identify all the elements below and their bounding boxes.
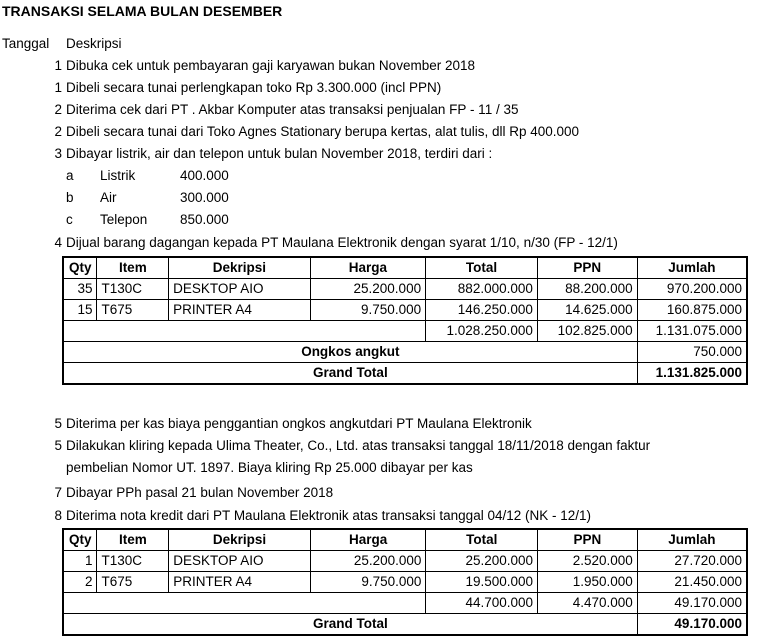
cell-desc: PRINTER A4 [169, 572, 311, 593]
ongkos-label: Ongkos angkut [63, 342, 637, 363]
grand-total-label: Grand Total [63, 614, 637, 636]
cell-desc: DESKTOP AIO [169, 279, 310, 300]
grand-total-value: 49.170.000 [637, 614, 747, 636]
cell-harga: 9.750.000 [310, 300, 425, 321]
header-desc: Dekripsi [169, 257, 310, 279]
subtotal-row [63, 321, 747, 342]
subtotal-row [63, 593, 747, 614]
entry-date: 1 [54, 58, 62, 73]
cell-jumlah: 160.875.000 [637, 300, 747, 321]
entry-text: Dibeli secara tunai perlengkapan toko Rp 3.300.000 (incl PPN) [66, 80, 442, 95]
cell-qty: 15 [63, 300, 97, 321]
entry-text: Diterima cek dari PT . Akbar Komputer atas transaksi penjualan FP - 11 / 35 [66, 102, 519, 117]
entry-date: 3 [54, 146, 62, 161]
utility-letter: a [66, 168, 74, 183]
ongkos-row [63, 342, 747, 363]
entry-text: Dibuka cek untuk pembayaran gaji karyawan bukan November 2018 [66, 58, 475, 73]
subtotal-ppn: 4.470.000 [538, 593, 638, 614]
table-header-row [63, 257, 747, 279]
column-header-tanggal: Tanggal [2, 36, 50, 51]
entry-date: 5 [54, 438, 62, 453]
subtotal-jumlah: 1.131.075.000 [637, 321, 747, 342]
cell-total: 146.250.000 [426, 300, 538, 321]
cell-jumlah: 970.200.000 [637, 279, 747, 300]
cell-ppn: 88.200.000 [537, 279, 637, 300]
entry-text: Dilakukan kliring kepada Ulima Theater, Co., Ltd. atas transaksi tanggal 18/11/2018 dengan faktur [66, 438, 651, 453]
utility-amount: 300.000 [180, 190, 229, 205]
grand-total-row [63, 363, 747, 385]
cell-ppn: 1.950.000 [538, 572, 638, 593]
cell-jumlah: 21.450.000 [637, 572, 747, 593]
entry-text: Dijual barang dagangan kepada PT Maulana Elektronik dengan syarat 1/10, n/30 (FP - 12/1) [66, 235, 618, 250]
cell-harga: 25.200.000 [310, 551, 426, 572]
entry-text: Diterima per kas biaya penggantian ongkos angkutdari PT Maulana Elektronik [66, 416, 532, 431]
header-desc: Dekripsi [169, 529, 311, 551]
grand-total-value: 1.131.825.000 [637, 363, 747, 385]
header-item: Item [97, 529, 169, 551]
table-row [63, 572, 747, 593]
subtotal-spacer [63, 321, 426, 342]
sales-table [62, 256, 748, 385]
utility-name: Air [100, 190, 117, 205]
utility-amount: 400.000 [180, 168, 229, 183]
cell-qty: 1 [63, 551, 97, 572]
entry-text: Dibeli secara tunai dari Toko Agnes Stationary berupa kertas, alat tulis, dll Rp 400.000 [66, 124, 580, 139]
header-qty: Qty [63, 257, 97, 279]
entry-date: 8 [54, 508, 62, 523]
table-row [63, 551, 747, 572]
column-header-deskripsi: Deskripsi [66, 36, 122, 51]
header-qty: Qty [63, 529, 97, 551]
entry-date: 7 [54, 485, 62, 500]
header-jumlah: Jumlah [637, 257, 747, 279]
cell-item: T130C [97, 551, 169, 572]
utility-letter: b [66, 190, 74, 205]
header-harga: Harga [310, 529, 426, 551]
cell-item: T675 [97, 572, 169, 593]
cell-jumlah: 27.720.000 [637, 551, 747, 572]
subtotal-total: 44.700.000 [426, 593, 538, 614]
entry-text: Dibayar PPh pasal 21 bulan November 2018 [66, 485, 334, 500]
cell-total: 19.500.000 [426, 572, 538, 593]
entry-text: Dibayar listrik, air dan telepon untuk bulan November 2018, terdiri dari : [66, 146, 493, 161]
cell-item: T675 [97, 300, 169, 321]
header-ppn: PPN [537, 257, 637, 279]
header-item: Item [97, 257, 169, 279]
table-row [63, 279, 747, 300]
header-harga: Harga [310, 257, 425, 279]
header-ppn: PPN [538, 529, 638, 551]
header-jumlah: Jumlah [637, 529, 747, 551]
utility-name: Telepon [100, 212, 148, 227]
utility-letter: c [66, 212, 73, 227]
cell-qty: 2 [63, 572, 97, 593]
cell-total: 25.200.000 [426, 551, 538, 572]
entry-text: Diterima nota kredit dari PT Maulana Elektronik atas transaksi tanggal 04/12 (NK - 12/1) [66, 508, 592, 523]
ongkos-value: 750.000 [637, 342, 747, 363]
header-total: Total [426, 257, 538, 279]
cell-harga: 9.750.000 [310, 572, 426, 593]
page-title: TRANSAKSI SELAMA BULAN DESEMBER [2, 3, 283, 19]
cell-ppn: 2.520.000 [538, 551, 638, 572]
cell-desc: DESKTOP AIO [169, 551, 311, 572]
cell-qty: 35 [63, 279, 97, 300]
utility-amount: 850.000 [180, 212, 229, 227]
entry-text: pembelian Nomor UT. 1897. Biaya kliring Rp 25.000 dibayar per kas [66, 460, 473, 475]
cell-item: T130C [97, 279, 169, 300]
subtotal-ppn: 102.825.000 [537, 321, 637, 342]
table-header-row [63, 529, 747, 551]
entry-date: 2 [54, 124, 62, 139]
credit-note-table [62, 528, 748, 636]
cell-ppn: 14.625.000 [537, 300, 637, 321]
entry-date: 1 [54, 80, 62, 95]
entry-date: 5 [54, 416, 62, 431]
grand-total-label: Grand Total [63, 363, 637, 385]
cell-total: 882.000.000 [426, 279, 538, 300]
utility-name: Listrik [100, 168, 136, 183]
subtotal-total: 1.028.250.000 [426, 321, 538, 342]
cell-harga: 25.200.000 [310, 279, 425, 300]
entry-date: 4 [54, 235, 62, 250]
entry-date: 2 [54, 102, 62, 117]
subtotal-spacer [63, 593, 426, 614]
cell-desc: PRINTER A4 [169, 300, 310, 321]
grand-total-row [63, 614, 747, 636]
subtotal-jumlah: 49.170.000 [637, 593, 747, 614]
table-row [63, 300, 747, 321]
header-total: Total [426, 529, 538, 551]
